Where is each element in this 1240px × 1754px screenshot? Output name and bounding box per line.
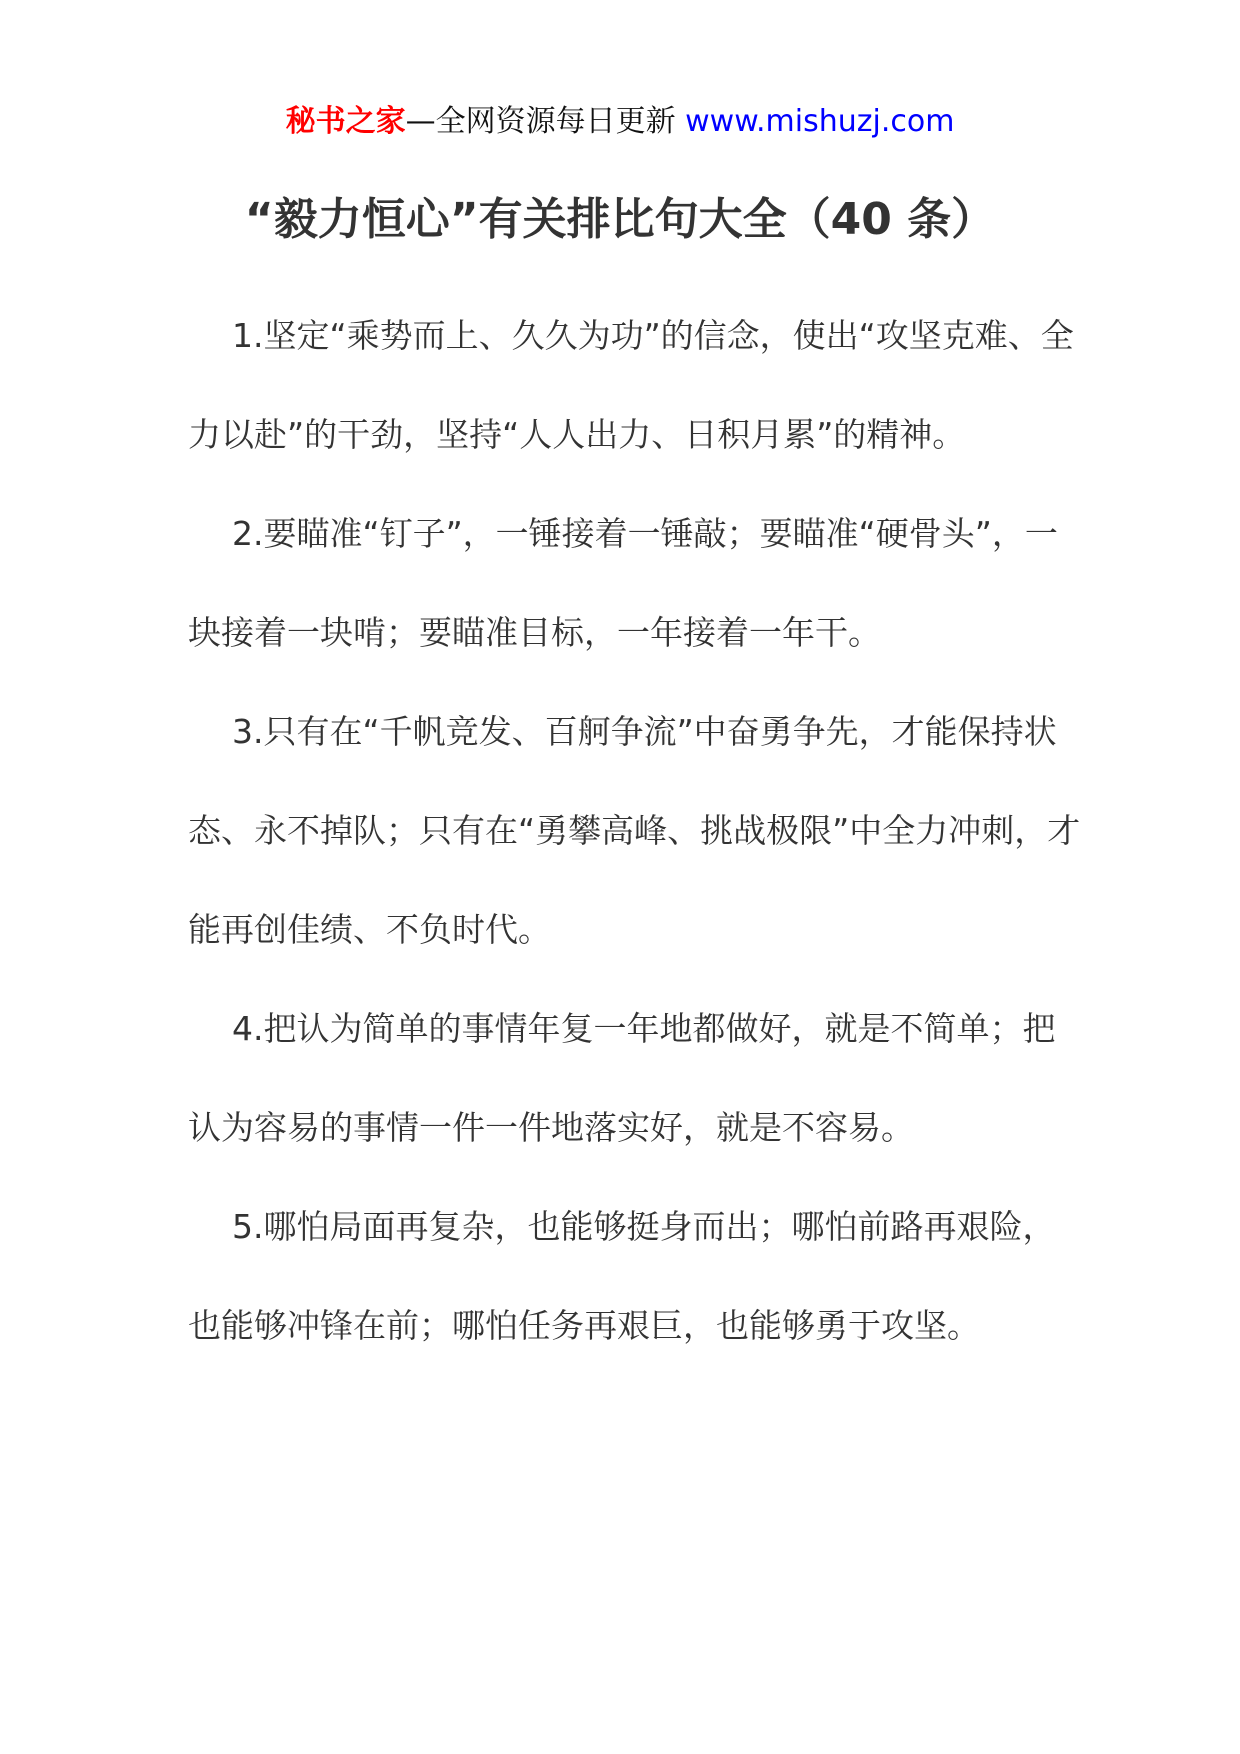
site-header bbox=[0, 100, 1240, 144]
paragraph-4: 4.把认为简单的事情年复一年地都做好，就是不简单；把认为容易的事情一件一件地落实好，就是不容易。 bbox=[188, 1009, 1056, 1147]
paragraph-2: 2.要瞄准“钉子”，一锤接着一锤敲；要瞄准“硬骨头”，一块接着一块啃；要瞄准目标，一年接着一年干。 bbox=[188, 514, 1058, 652]
document-title: “毅力恒心”有关排比句大全（40 条） bbox=[244, 194, 996, 245]
brand-name: 秘书之家 bbox=[285, 104, 406, 139]
paragraph-3: 3.只有在“千帆竞发、百舸争流”中奋勇争先，才能保持状态、永不掉队；只有在“勇攀高峰、挑战极限”中全力冲刺，才能再创佳绩、不负时代。 bbox=[188, 712, 1081, 949]
site-url-link[interactable]: www.mishuzj.com bbox=[685, 104, 955, 139]
paragraph-5: 5.哪怕局面再复杂，也能够挺身而出；哪怕前路再艰险，也能够冲锋在前；哪怕任务再艰巨，也能够勇于攻坚。 bbox=[188, 1207, 1056, 1345]
document-body bbox=[188, 286, 1088, 1375]
paragraph-1: 1.坚定“乘势而上、久久为功”的信念，使出“攻坚克难、全力以赴”的干劲，坚持“人人出力、日积月累”的精神。 bbox=[188, 316, 1074, 454]
header-tagline: —全网资源每日更新 bbox=[405, 104, 676, 139]
